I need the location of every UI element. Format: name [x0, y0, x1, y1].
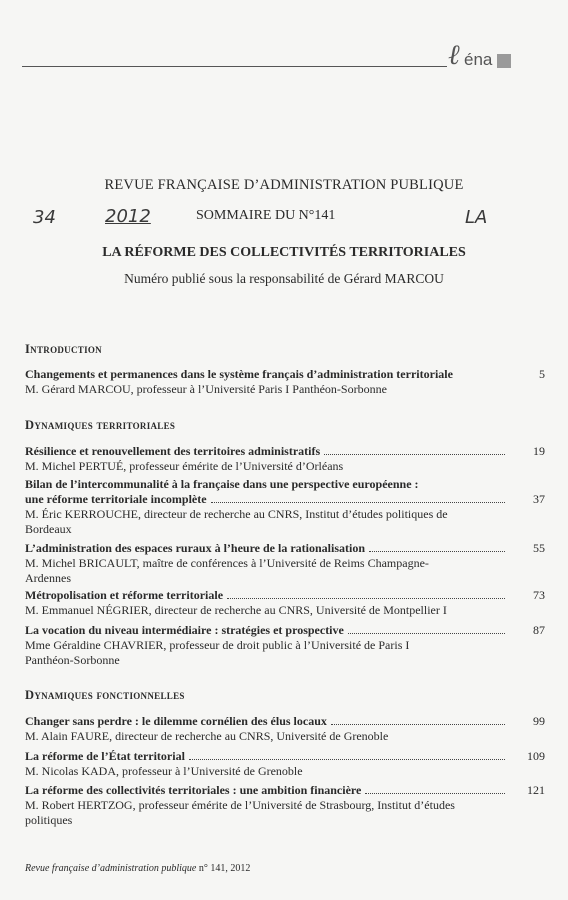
journal-title: REVUE FRANÇAISE D’ADMINISTRATION PUBLIQUE — [104, 177, 464, 193]
entry-title: Métropolisation et réforme territoriale — [25, 588, 224, 602]
entry-author: M. Michel PERTUÉ, professeur émérite de l’Université d’Orléans — [25, 459, 344, 473]
footer-journal: Revue française d’administration publique — [25, 863, 197, 874]
header-rule — [22, 66, 447, 67]
entry-page: 37 — [533, 492, 545, 506]
entry-page: 99 — [533, 714, 545, 728]
toc-entry[interactable] — [25, 588, 545, 618]
handwritten-note-right: LA — [465, 207, 488, 228]
entry-page: 5 — [539, 367, 545, 381]
toc-entry[interactable] — [25, 749, 545, 779]
entry-author: M. Emmanuel NÉGRIER, directeur de recherche au CNRS, Université de Montpellier I — [25, 603, 447, 617]
entry-author: M. Alain FAURE, directeur de recherche au CNRS, Université de Grenoble — [25, 729, 389, 743]
entry-author: M. Nicolas KADA, professeur à l’Université de Grenoble — [25, 764, 303, 778]
entry-author: Mme Géraldine CHAVRIER, professeur de droit public à l’Université de Paris I Panthéon-Sorbonne — [25, 638, 410, 667]
entry-author: M. Éric KERROUCHE, directeur de recherche au CNRS, Institut d’études politiques de Bordeaux — [25, 507, 448, 536]
entry-title: La réforme des collectivités territoriales : une ambition financière — [25, 783, 362, 797]
handwritten-note-year: 2012 — [105, 206, 151, 227]
handwritten-note-left: 34 — [33, 207, 56, 228]
logo-mark: ℓ — [448, 40, 460, 71]
entry-title-line1: Bilan de l’intercommunalité à la française dans une perspective européenne : — [25, 477, 419, 491]
toc-entry[interactable] — [25, 367, 545, 397]
toc-entry[interactable] — [25, 541, 545, 586]
toc-entry[interactable] — [25, 477, 545, 537]
entry-author: M. Robert HERTZOG, professeur émérite de l’Université de Strasbourg, Institut d’études politiques — [25, 798, 455, 827]
entry-page: 55 — [533, 541, 545, 555]
editor-line: Numéro publié sous la responsabilité de Gérard MARCOU — [124, 271, 444, 286]
section-dynamiques-fonctionnelles: Dynamiques fonctionnelles — [25, 688, 185, 702]
toc-entry[interactable] — [25, 783, 545, 828]
entry-author: M. Michel BRICAULT, maître de conférences à l’Université de Reims Champagne-Ardennes — [25, 556, 429, 585]
entry-title: Changer sans perdre : le dilemme cornélien des élus locaux — [25, 714, 327, 728]
entry-title: La réforme de l’État territorial — [25, 749, 185, 763]
entry-page: 109 — [527, 749, 545, 763]
entry-page: 73 — [533, 588, 545, 602]
page-footer — [25, 863, 250, 874]
toc-entry[interactable] — [25, 623, 545, 668]
logo-square-icon — [497, 54, 511, 68]
entry-title: La vocation du niveau intermédiaire : stratégies et prospective — [25, 623, 344, 637]
section-introduction: Introduction — [25, 342, 102, 356]
footer-issue: n° 141, 2012 — [198, 863, 251, 874]
ena-logo — [448, 40, 514, 74]
issue-theme: LA RÉFORME DES COLLECTIVITÉS TERRITORIALES — [102, 245, 466, 260]
entry-page: 19 — [533, 444, 545, 458]
entry-page: 87 — [533, 623, 545, 637]
entry-title: L’administration des espaces ruraux à l’heure de la rationalisation — [25, 541, 366, 555]
toc-entry[interactable] — [25, 714, 545, 744]
toc-entry[interactable] — [25, 444, 545, 474]
entry-title-line2: une réforme territoriale incomplète — [25, 492, 207, 506]
issue-summary: SOMMAIRE DU N°141 — [196, 208, 336, 223]
entry-author: M. Gérard MARCOU, professeur à l’Université Paris I Panthéon-Sorbonne — [25, 382, 387, 396]
logo-text: éna — [464, 50, 493, 69]
entry-page: 121 — [527, 783, 545, 797]
entry-title: Changements et permanences dans le système français d’administration territoriale — [25, 367, 453, 381]
entry-title: Résilience et renouvellement des territoires administratifs — [25, 444, 321, 458]
section-dynamiques-territoriales: Dynamiques territoriales — [25, 418, 176, 432]
